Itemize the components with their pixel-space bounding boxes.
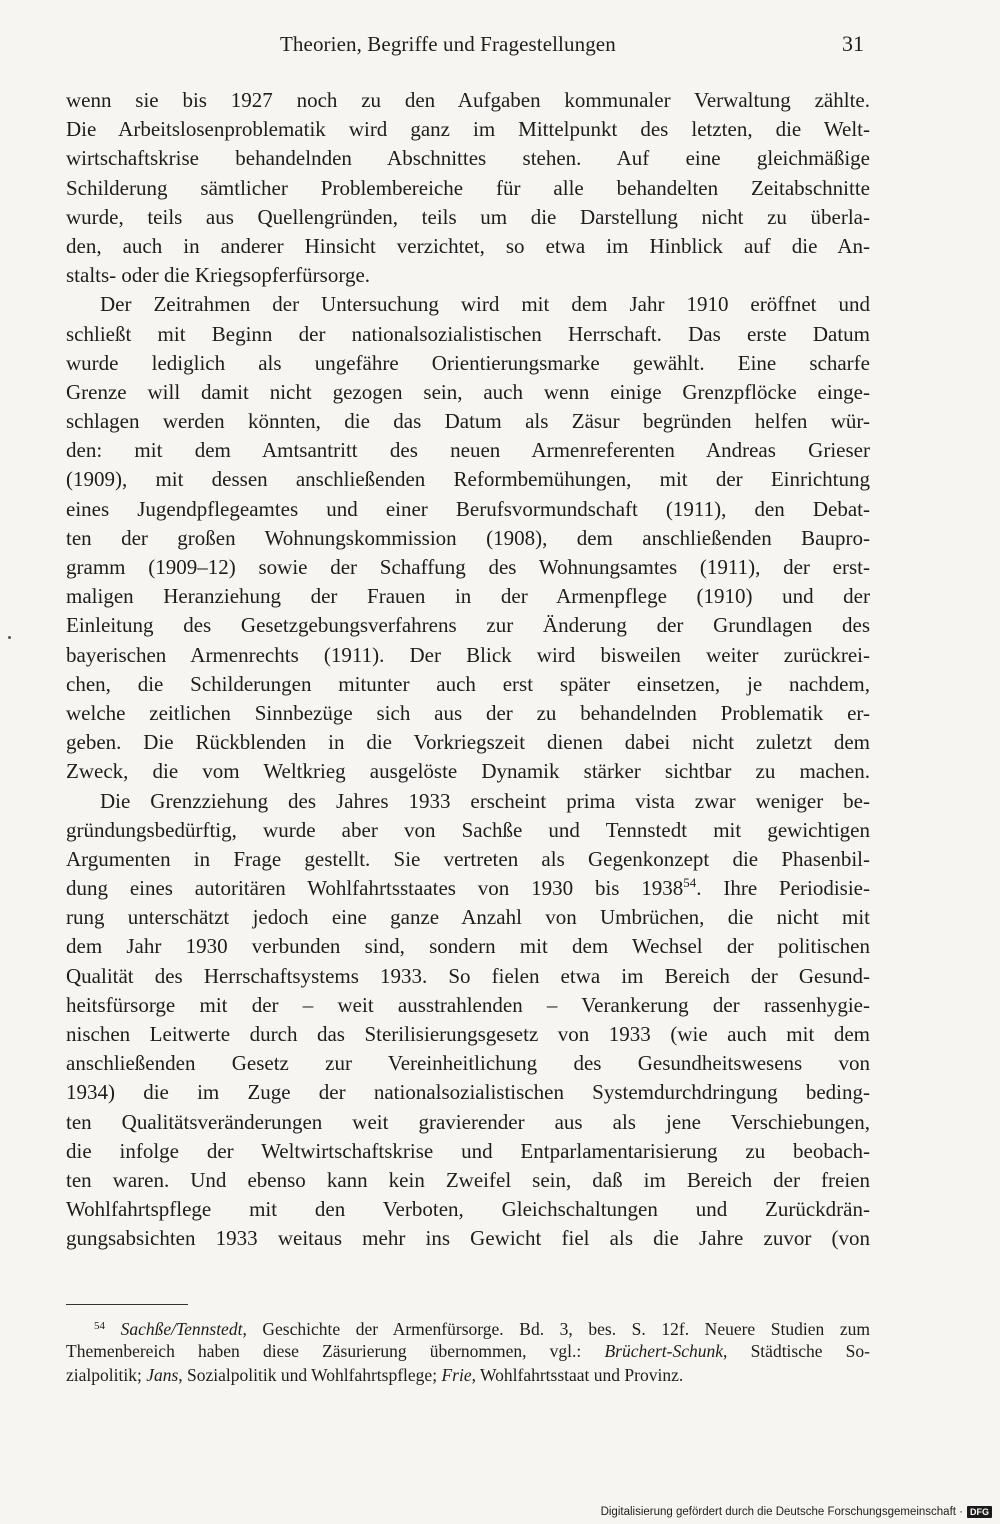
footnote-reference[interactable]: 54: [683, 875, 697, 891]
text-line: Wohlfahrtspflege mit den Verboten, Gleichschaltungen und Zurückdrän-: [66, 1197, 870, 1222]
footnote-divider: [66, 1304, 188, 1305]
text-line: die infolge der Weltwirtschaftskrise und Entparlamentarisierung zu beobach-: [66, 1138, 870, 1163]
text-line: bayerischen Armenrechts (1911). Der Blick wird bisweilen weiter zurückrei-: [66, 642, 870, 667]
text-line: gungsabsichten 1933 weitaus mehr ins Gewicht fiel als die Jahre zuvor (von: [66, 1226, 870, 1251]
text-line: eines Jugendpflegeamtes und einer Berufsvormundschaft (1911), den Debat-: [66, 496, 870, 521]
text-line: Schilderung sämtlicher Problembereiche für alle behandelten Zeitabschnitte: [66, 175, 870, 200]
text-line: anschließenden Gesetz zur Vereinheitlichung des Gesundheitswesens von: [66, 1051, 870, 1076]
text-line: wenn sie bis 1927 noch zu den Aufgaben kommunaler Verwaltung zählte.: [66, 88, 870, 112]
digitization-credit: [601, 1506, 992, 1518]
footnote-54: [66, 1314, 870, 1388]
text-line: nischen Leitwerte durch das Sterilisierungsgesetz von 1933 (wie auch mit dem: [66, 1022, 870, 1046]
text-line: wurde lediglich als ungefähre Orientierungsmarke gewählt. Eine scharfe: [66, 350, 870, 375]
footnote-mark: 54: [94, 1320, 105, 1332]
text-line: Einleitung des Gesetzgebungsverfahrens zur Änderung der Grundlagen des: [66, 613, 870, 638]
scan-speck: [8, 636, 11, 639]
footnote-text: Themenbereich haben diese Zäsurierung übernommen, vgl.:: [66, 1340, 605, 1361]
text-line: den, auch in anderer Hinsicht verzichtet, so etwa im Hinblick auf die An-: [66, 233, 870, 258]
cited-author: Brüchert-Schunk: [604, 1340, 724, 1361]
text-line: Grenze will damit nicht gezogen sein, auch wenn einige Grenzpflöcke einge-: [66, 379, 870, 404]
text-line: Die Grenzziehung des Jahres 1933 erscheint prima vista zwar weniger be-: [100, 788, 870, 813]
text-line: (1909), mit dessen anschließenden Reformbemühungen, mit der Einrichtung: [66, 467, 870, 492]
footnote-text: , Städtische So-: [723, 1340, 870, 1361]
footnote-text: , Sozialpolitik und Wohlfahrtspflege;: [178, 1365, 442, 1385]
dfg-logo: DFG: [967, 1506, 992, 1518]
page-header: [66, 26, 868, 62]
text-line: Die Arbeitslosenproblematik wird ganz im Mittelpunkt des letzten, die Welt-: [66, 117, 870, 142]
text-segment: . Ihre Periodisie-: [696, 876, 870, 901]
text-line: Qualität des Herrschaftsystems 1933. So fielen etwa im Bereich der Gesund-: [66, 963, 870, 988]
text-line: Der Zeitrahmen der Untersuchung wird mit dem Jahr 1910 eröffnet und: [100, 292, 870, 317]
page-number: 31: [842, 31, 864, 56]
text-line: chen, die Schilderungen mitunter auch erst später einsetzen, je nachdem,: [66, 671, 870, 696]
text-line-with-footnote-ref: [66, 874, 870, 903]
footnote-line: [66, 1363, 870, 1388]
text-line: Zweck, die vom Weltkrieg ausgelöste Dynamik stärker sichtbar zu machen.: [66, 759, 870, 784]
credit-text: Digitalisierung gefördert durch die Deutsche Forschungsgemeinschaft ·: [600, 1506, 963, 1518]
paragraph-3: [66, 787, 870, 1254]
footnote-text: , Geschichte der Armenfürsorge. Bd. 3, bes. S. 12f. Neuere Studien zum: [242, 1319, 870, 1339]
text-line: maligen Heranziehung der Frauen in der Armenpflege (1910) und der: [66, 584, 870, 609]
footnote-text: zialpolitik;: [66, 1365, 147, 1385]
running-head: Theorien, Begriffe und Fragestellungen: [280, 32, 616, 56]
text-segment: dung eines autoritären Wohlfahrtsstaates von 1930 bis 1938: [66, 876, 684, 901]
text-line: gramm (1909–12) sowie der Schaffung des Wohnungsamtes (1911), der erst-: [66, 555, 870, 579]
text-line: 1934) die im Zuge der nationalsozialistischen Systemdurchdringung beding-: [66, 1080, 870, 1105]
text-line: ten der großen Wohnungskommission (1908), dem anschließenden Baupro-: [66, 525, 870, 550]
text-line: wurde, teils aus Quellengründen, teils um die Darstellung nicht zu überla-: [66, 204, 870, 229]
cited-author: Sachße/Tennstedt: [120, 1319, 243, 1339]
footnote-line: [66, 1314, 870, 1339]
text-line: welche zeitlichen Sinnbezüge sich aus der zu behandelnden Problematik er-: [66, 700, 870, 725]
text-line: ten Qualitätsveränderungen weit gravierender aus als jene Verschiebungen,: [66, 1109, 870, 1134]
cited-author: Frie: [441, 1365, 472, 1385]
text-line: schließt mit Beginn der nationalsozialistischen Herrschaft. Das erste Datum: [66, 321, 870, 346]
text-line: stalts- oder die Kriegsopferfürsorge.: [66, 263, 371, 288]
text-line: heitsfürsorge mit der – weit ausstrahlenden – Verankerung der rassenhygie-: [66, 992, 870, 1017]
paragraph-1: [66, 86, 870, 290]
paragraph-2: [66, 290, 870, 786]
text-line: geben. Die Rückblenden in die Vorkriegszeit dienen dabei nicht zuletzt dem: [66, 730, 870, 755]
footnote-line: [66, 1339, 870, 1364]
cited-author: Jans: [146, 1365, 179, 1385]
text-line: schlagen werden könnten, die das Datum als Zäsur begründen helfen wür-: [66, 409, 870, 434]
text-line: rung unterschätzt jedoch eine ganze Anzahl von Umbrüchen, die nicht mit: [66, 905, 870, 930]
footnote-text: , Wohlfahrtsstaat und Provinz.: [471, 1365, 684, 1385]
text-line: dem Jahr 1930 verbunden sind, sondern mit dem Wechsel der politischen: [66, 934, 870, 959]
text-line: wirtschaftskrise behandelnden Abschnittes stehen. Auf eine gleichmäßige: [66, 146, 870, 171]
text-line: Argumenten in Frage gestellt. Sie vertreten als Gegenkonzept die Phasenbil-: [66, 846, 870, 871]
text-line: gründungsbedürftig, wurde aber von Sachße und Tennstedt mit gewichtigen: [66, 817, 870, 842]
body-text: [66, 86, 870, 1254]
text-line: ten waren. Und ebenso kann kein Zweifel sein, daß im Bereich der freien: [66, 1167, 870, 1192]
text-line: den: mit dem Amtsantritt des neuen Armenreferenten Andreas Grieser: [66, 438, 870, 463]
